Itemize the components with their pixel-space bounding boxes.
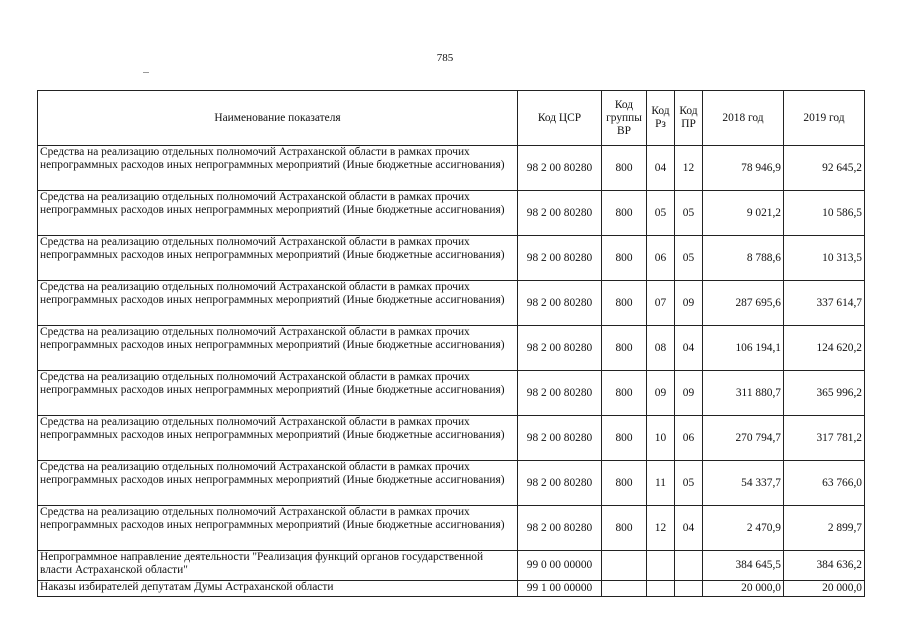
row-2018: 9 021,2 — [703, 191, 784, 236]
row-pr: 05 — [675, 236, 703, 281]
row-vr: 800 — [602, 281, 647, 326]
table-row — [38, 371, 865, 416]
row-rz: 12 — [647, 506, 675, 551]
row-name: Средства на реализацию отдельных полномочий Астраханской области в рамках прочих непрограммных расходов иных непрограммных мероприятий (Иные бюджетные ассигнования) — [38, 191, 518, 236]
row-csr: 98 2 00 80280 — [518, 146, 602, 191]
row-name: Средства на реализацию отдельных полномочий Астраханской области в рамках прочих непрограммных расходов иных непрограммных мероприятий (Иные бюджетные ассигнования) — [38, 371, 518, 416]
header-csr: Код ЦСР — [518, 91, 602, 146]
row-vr: 800 — [602, 236, 647, 281]
table-row — [38, 146, 865, 191]
row-rz: 05 — [647, 191, 675, 236]
table-row — [38, 581, 865, 597]
row-csr: 99 1 00 00000 — [518, 581, 602, 597]
row-csr: 99 0 00 00000 — [518, 551, 602, 581]
row-2018: 270 794,7 — [703, 416, 784, 461]
row-vr: 800 — [602, 191, 647, 236]
header-vr: Код группы ВР — [602, 91, 647, 146]
row-2018: 106 194,1 — [703, 326, 784, 371]
row-name: Средства на реализацию отдельных полномочий Астраханской области в рамках прочих непрограммных расходов иных непрограммных мероприятий (Иные бюджетные ассигнования) — [38, 506, 518, 551]
row-rz: 10 — [647, 416, 675, 461]
row-csr: 98 2 00 80280 — [518, 371, 602, 416]
row-csr: 98 2 00 80280 — [518, 236, 602, 281]
row-vr: 800 — [602, 461, 647, 506]
header-row — [38, 91, 865, 146]
header-2018: 2018 год — [703, 91, 784, 146]
row-rz: 08 — [647, 326, 675, 371]
header-rz: Код Рз — [647, 91, 675, 146]
row-2019: 20 000,0 — [784, 581, 865, 597]
scan-mark — [143, 72, 149, 73]
row-2019: 124 620,2 — [784, 326, 865, 371]
budget-table — [37, 90, 865, 597]
row-rz — [647, 551, 675, 581]
row-rz: 04 — [647, 146, 675, 191]
row-name: Средства на реализацию отдельных полномочий Астраханской области в рамках прочих непрограммных расходов иных непрограммных мероприятий (Иные бюджетные ассигнования) — [38, 461, 518, 506]
row-csr: 98 2 00 80280 — [518, 461, 602, 506]
row-2019: 92 645,2 — [784, 146, 865, 191]
row-2018: 287 695,6 — [703, 281, 784, 326]
row-name: Наказы избирателей депутатам Думы Астраханской области — [38, 581, 518, 597]
row-pr: 04 — [675, 326, 703, 371]
table-row — [38, 191, 865, 236]
table-row — [38, 236, 865, 281]
row-vr: 800 — [602, 326, 647, 371]
table-row — [38, 416, 865, 461]
row-vr — [602, 581, 647, 597]
row-rz: 09 — [647, 371, 675, 416]
header-pr: Код ПР — [675, 91, 703, 146]
row-2019: 10 313,5 — [784, 236, 865, 281]
row-csr: 98 2 00 80280 — [518, 191, 602, 236]
row-pr — [675, 551, 703, 581]
row-pr: 12 — [675, 146, 703, 191]
row-name: Средства на реализацию отдельных полномочий Астраханской области в рамках прочих непрограммных расходов иных непрограммных мероприятий (Иные бюджетные ассигнования) — [38, 281, 518, 326]
row-2019: 10 586,5 — [784, 191, 865, 236]
row-2018: 8 788,6 — [703, 236, 784, 281]
row-2019: 365 996,2 — [784, 371, 865, 416]
row-csr: 98 2 00 80280 — [518, 326, 602, 371]
row-csr: 98 2 00 80280 — [518, 506, 602, 551]
row-csr: 98 2 00 80280 — [518, 416, 602, 461]
row-vr — [602, 551, 647, 581]
row-name: Средства на реализацию отдельных полномочий Астраханской области в рамках прочих непрограммных расходов иных непрограммных мероприятий (Иные бюджетные ассигнования) — [38, 236, 518, 281]
row-2019: 337 614,7 — [784, 281, 865, 326]
header-2019: 2019 год — [784, 91, 865, 146]
row-rz: 07 — [647, 281, 675, 326]
row-csr: 98 2 00 80280 — [518, 281, 602, 326]
table-row — [38, 506, 865, 551]
table-row — [38, 281, 865, 326]
row-name: Непрограммное направление деятельности "Реализация функций органов государственной власти Астраханской области" — [38, 551, 518, 581]
row-rz: 11 — [647, 461, 675, 506]
row-2018: 20 000,0 — [703, 581, 784, 597]
row-2019: 384 636,2 — [784, 551, 865, 581]
row-pr — [675, 581, 703, 597]
row-2018: 311 880,7 — [703, 371, 784, 416]
row-pr: 09 — [675, 371, 703, 416]
page-number: 785 — [436, 52, 454, 64]
row-vr: 800 — [602, 371, 647, 416]
header-name: Наименование показателя — [38, 91, 518, 146]
row-vr: 800 — [602, 146, 647, 191]
row-2019: 317 781,2 — [784, 416, 865, 461]
row-vr: 800 — [602, 506, 647, 551]
row-vr: 800 — [602, 416, 647, 461]
row-pr: 09 — [675, 281, 703, 326]
row-2019: 2 899,7 — [784, 506, 865, 551]
row-name: Средства на реализацию отдельных полномочий Астраханской области в рамках прочих непрограммных расходов иных непрограммных мероприятий (Иные бюджетные ассигнования) — [38, 326, 518, 371]
row-name: Средства на реализацию отдельных полномочий Астраханской области в рамках прочих непрограммных расходов иных непрограммных мероприятий (Иные бюджетные ассигнования) — [38, 416, 518, 461]
row-2019: 63 766,0 — [784, 461, 865, 506]
row-2018: 78 946,9 — [703, 146, 784, 191]
table-row — [38, 551, 865, 581]
table-row — [38, 461, 865, 506]
row-name: Средства на реализацию отдельных полномочий Астраханской области в рамках прочих непрограммных расходов иных непрограммных мероприятий (Иные бюджетные ассигнования) — [38, 146, 518, 191]
row-pr: 06 — [675, 416, 703, 461]
table-row — [38, 326, 865, 371]
row-2018: 54 337,7 — [703, 461, 784, 506]
row-pr: 05 — [675, 461, 703, 506]
row-2018: 384 645,5 — [703, 551, 784, 581]
row-pr: 05 — [675, 191, 703, 236]
row-2018: 2 470,9 — [703, 506, 784, 551]
row-rz: 06 — [647, 236, 675, 281]
row-rz — [647, 581, 675, 597]
row-pr: 04 — [675, 506, 703, 551]
